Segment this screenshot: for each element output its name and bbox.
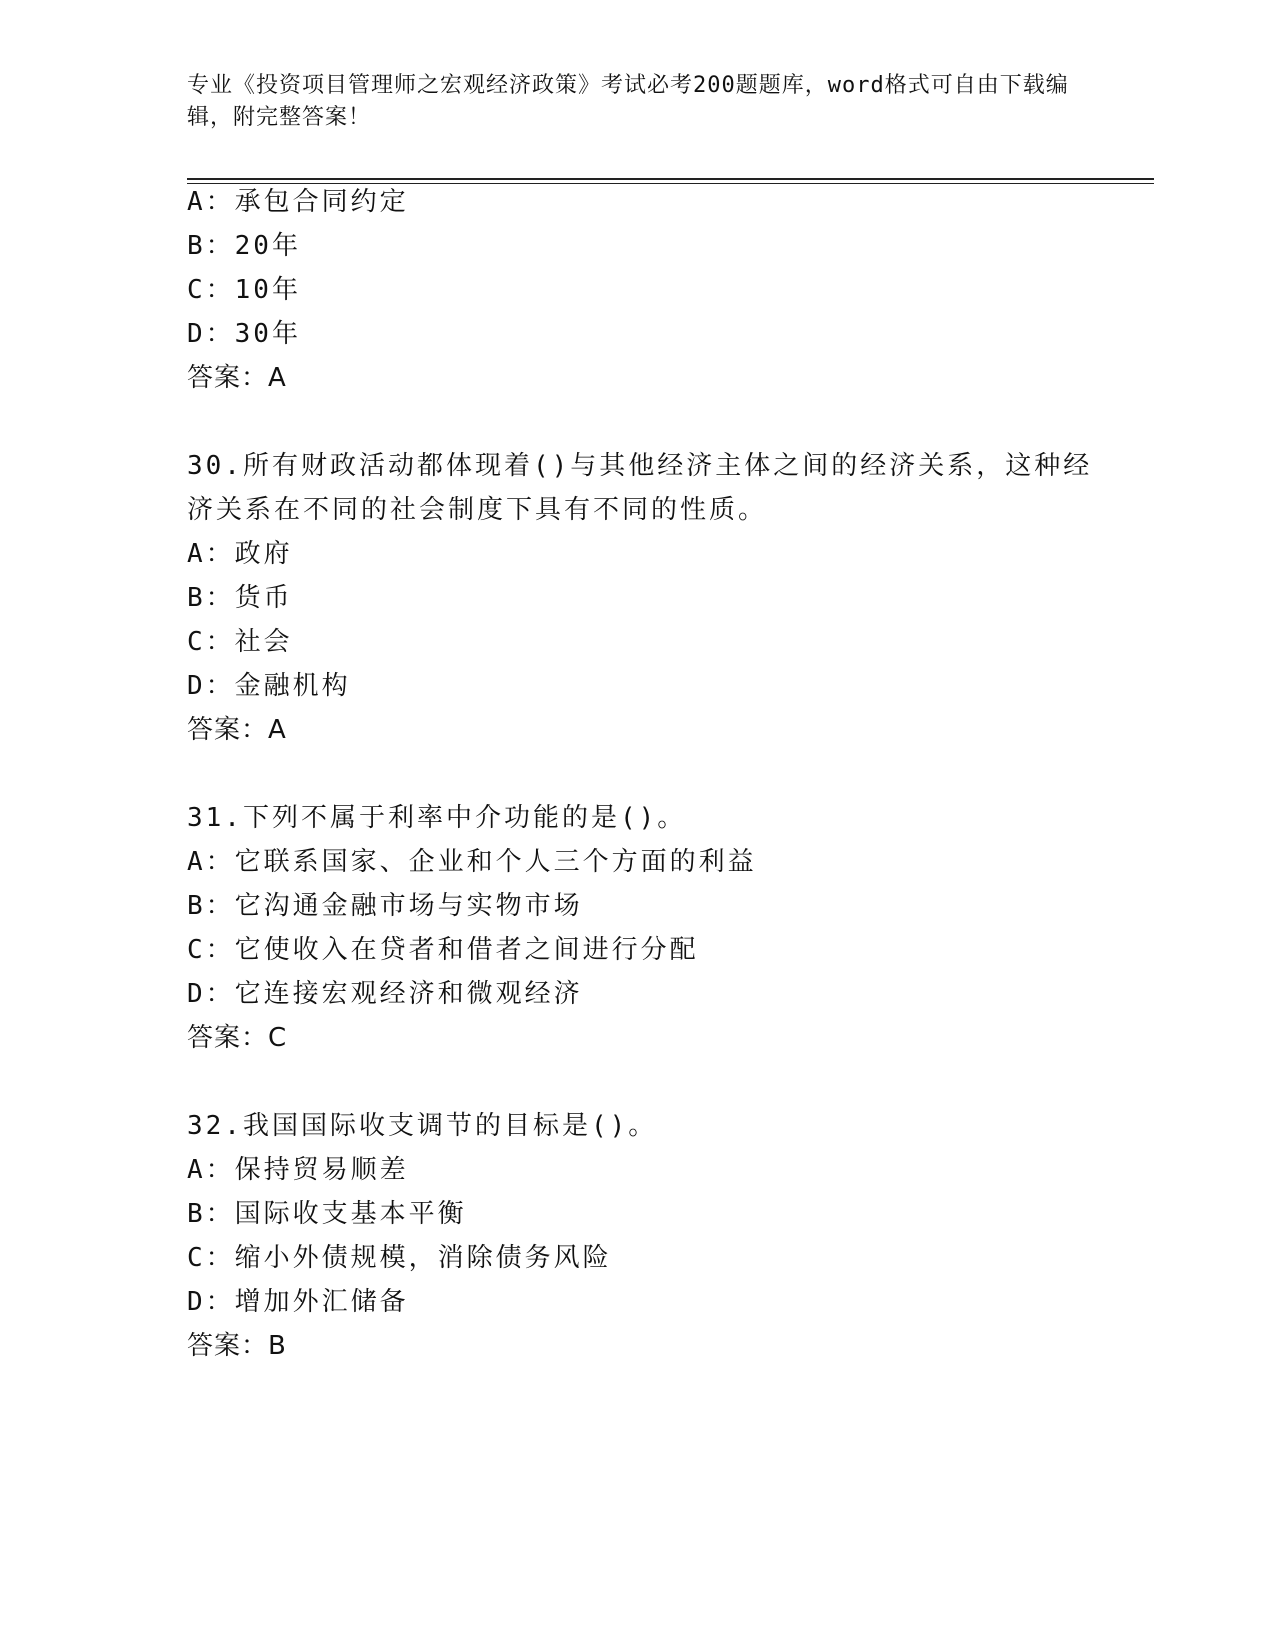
q32-option-c	[187, 1240, 612, 1276]
option-letter: B：	[187, 891, 235, 921]
option-letter: C：	[187, 1243, 235, 1273]
option-text: 它沟通金融市场与实物市场	[234, 891, 583, 921]
option-text: 保持贸易顺差	[234, 1155, 409, 1185]
option-text: 承包合同约定	[234, 187, 409, 217]
option-text: 货币	[234, 583, 293, 613]
q31-option-a	[187, 844, 757, 880]
q29-option-c	[187, 272, 301, 308]
q30-option-b	[187, 580, 293, 616]
option-letter: C：	[187, 275, 235, 305]
option-letter: A：	[187, 847, 235, 877]
q31-option-d	[187, 976, 583, 1012]
q32-option-b	[187, 1196, 467, 1232]
option-text: 它联系国家、企业和个人三个方面的利益	[234, 847, 757, 877]
document-header: 专业《投资项目管理师之宏观经济政策》考试必考200题题库，word格式可自由下载编辑，附完整答案！	[187, 73, 1069, 130]
option-letter: A：	[187, 187, 235, 217]
q30-option-c	[187, 624, 293, 660]
q31-option-c	[187, 932, 699, 968]
option-letter: C：	[187, 627, 235, 657]
option-letter: B：	[187, 1199, 235, 1229]
option-letter: D：	[187, 319, 235, 349]
option-text: 它连接宏观经济和微观经济	[234, 979, 583, 1009]
option-letter: D：	[187, 979, 235, 1009]
option-text: 增加外汇储备	[234, 1287, 409, 1317]
q30-answer: 答案：A	[187, 715, 287, 745]
q29-option-b	[187, 228, 301, 264]
q31-option-b	[187, 888, 583, 924]
option-letter: A：	[187, 539, 235, 569]
option-letter: D：	[187, 671, 235, 701]
option-text: 30年	[234, 319, 301, 349]
option-text: 国际收支基本平衡	[234, 1199, 467, 1229]
q31-stem-line1: 31.下列不属于利率中介功能的是()。	[187, 803, 687, 833]
q32-stem-line1: 32.我国国际收支调节的目标是()。	[187, 1111, 658, 1141]
option-letter: B：	[187, 583, 235, 613]
q32-option-d	[187, 1284, 409, 1320]
option-text: 它使收入在贷者和借者之间进行分配	[234, 935, 699, 965]
option-text: 社会	[234, 627, 293, 657]
option-text: 缩小外债规模，消除债务风险	[234, 1243, 612, 1273]
option-text: 金融机构	[234, 671, 351, 701]
option-letter: D：	[187, 1287, 235, 1317]
q30-option-a	[187, 536, 293, 572]
q29-option-a	[187, 184, 409, 220]
q29-option-d	[187, 316, 301, 352]
option-text: 10年	[234, 275, 301, 305]
q30-stem-line2: 济关系在不同的社会制度下具有不同的性质。	[187, 495, 768, 525]
option-text: 20年	[234, 231, 301, 261]
option-letter: C：	[187, 935, 235, 965]
option-text: 政府	[234, 539, 293, 569]
q31-answer: 答案：C	[187, 1023, 288, 1053]
q32-option-a	[187, 1152, 409, 1188]
option-letter: A：	[187, 1155, 235, 1185]
option-letter: B：	[187, 231, 235, 261]
q30-stem-line1: 30.所有财政活动都体现着()与其他经济主体之间的经济关系，这种经	[187, 451, 1093, 481]
q30-option-d	[187, 668, 351, 704]
q29-answer: 答案：A	[187, 363, 287, 393]
q32-answer: 答案：B	[187, 1331, 287, 1361]
header-divider-thick	[187, 178, 1154, 180]
